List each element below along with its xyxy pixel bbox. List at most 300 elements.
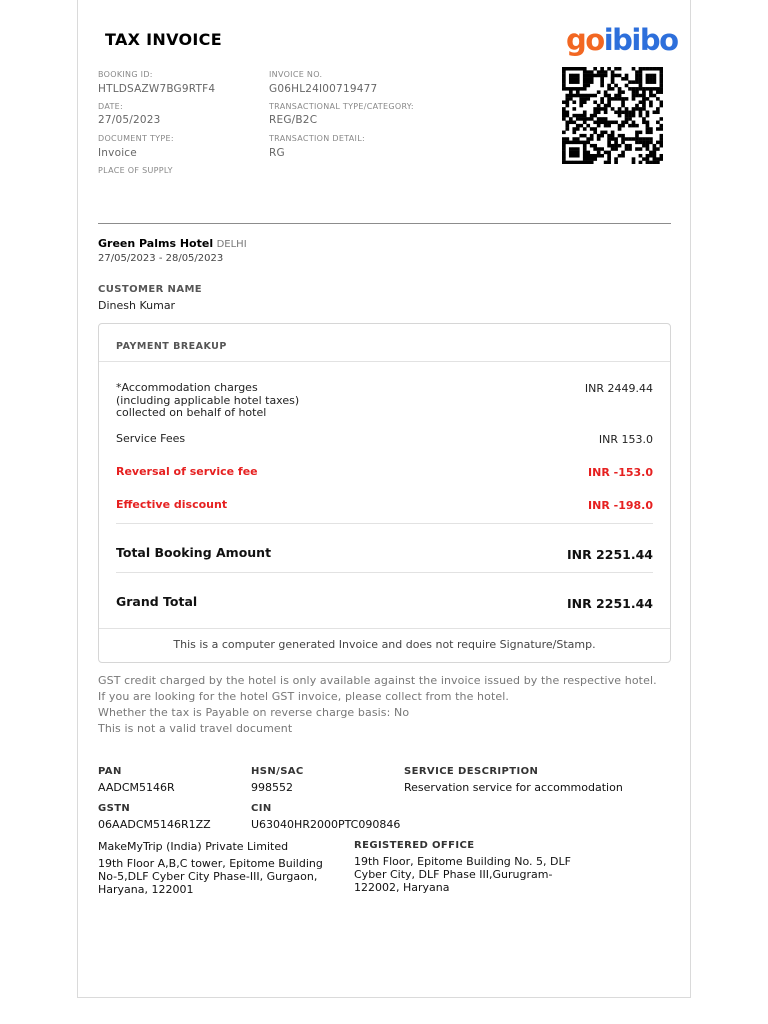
qr-module — [562, 154, 566, 158]
qr-module — [576, 161, 580, 164]
qr-module — [569, 74, 573, 78]
qr-module — [597, 124, 601, 128]
qr-module — [653, 147, 657, 151]
qr-module — [576, 67, 580, 71]
header-divider — [98, 223, 671, 224]
qr-module — [621, 154, 625, 158]
qr-module — [600, 134, 604, 138]
qr-module — [618, 97, 622, 101]
qr-module — [660, 127, 663, 131]
booking-id-value: HTLDSAZW7BG9RTF4 — [98, 83, 216, 95]
qr-module — [646, 154, 650, 158]
qr-module — [649, 94, 653, 98]
qr-module — [579, 97, 583, 101]
qr-module — [639, 137, 643, 141]
qr-module — [625, 110, 629, 114]
qr-module — [639, 80, 643, 84]
qr-module — [597, 104, 601, 108]
qr-module — [618, 154, 622, 158]
qr-module — [649, 137, 653, 141]
qr-module — [614, 97, 618, 101]
qr-module — [607, 154, 611, 158]
qr-module — [656, 157, 660, 161]
qr-module — [660, 104, 663, 108]
qr-module — [579, 67, 583, 71]
payment-breakup-card — [98, 323, 671, 663]
qr-module — [572, 94, 576, 98]
qr-module — [646, 110, 650, 114]
customer-name-label: CUSTOMER NAME — [98, 284, 203, 295]
qr-module — [569, 121, 573, 125]
qr-module — [614, 161, 618, 164]
qr-module — [586, 84, 590, 88]
qr-module — [649, 131, 653, 135]
qr-module — [565, 141, 569, 145]
qr-module — [607, 100, 611, 104]
accommodation-line-1: *Accommodation charges — [116, 381, 258, 394]
qr-module — [597, 90, 601, 94]
qr-module — [607, 87, 611, 91]
gstn-label: GSTN — [98, 803, 131, 814]
qr-module — [586, 80, 590, 84]
qr-module — [562, 161, 566, 164]
qr-module — [635, 107, 639, 111]
qr-module — [646, 161, 650, 164]
qr-module — [625, 97, 629, 101]
qr-module — [600, 84, 604, 88]
qr-module — [565, 104, 569, 108]
qr-module — [607, 161, 611, 164]
qr-module — [562, 84, 566, 88]
qr-module — [569, 94, 573, 98]
qr-module — [572, 151, 576, 155]
qr-module — [600, 117, 604, 121]
qr-module — [642, 90, 646, 94]
qr-module — [569, 90, 573, 94]
registered-office-address: 19th Floor, Epitome Building No. 5, DLF Cyber City, DLF Phase III,Gurugram-122002, Haryana — [354, 855, 571, 894]
qr-module — [618, 74, 622, 78]
qr-module — [569, 87, 573, 91]
divider — [116, 523, 653, 524]
qr-module — [656, 141, 660, 145]
qr-module — [562, 107, 566, 111]
qr-module — [572, 121, 576, 125]
qr-module — [572, 74, 576, 78]
qr-module — [572, 107, 576, 111]
qr-module — [565, 97, 569, 101]
qr-module — [656, 127, 660, 131]
qr-module — [576, 124, 580, 128]
booking-id-label: BOOKING ID: — [98, 70, 153, 79]
qr-module — [597, 134, 601, 138]
qr-module — [607, 67, 611, 71]
qr-module — [590, 161, 594, 164]
qr-module — [590, 134, 594, 138]
qr-module — [653, 94, 657, 98]
qr-module — [614, 74, 618, 78]
qr-module — [611, 70, 615, 74]
qr-module — [590, 154, 594, 158]
qr-module — [646, 97, 650, 101]
qr-module — [583, 127, 587, 131]
company-address: 19th Floor A,B,C tower, Epitome Building No-5,DLF Cyber City Phase-III, Gurgaon, Haryana, 122001 — [98, 857, 323, 896]
qr-module — [600, 67, 604, 71]
qr-module — [653, 87, 657, 91]
qr-module — [625, 77, 629, 81]
qr-module — [632, 110, 636, 114]
qr-module — [632, 80, 636, 84]
qr-module — [583, 97, 587, 101]
qr-module — [572, 141, 576, 145]
qr-module — [604, 124, 608, 128]
qr-module — [660, 157, 663, 161]
stay-dates: 27/05/2023 - 28/05/2023 — [98, 253, 224, 264]
qr-module — [569, 141, 573, 145]
qr-module — [579, 134, 583, 138]
qr-module — [632, 157, 636, 161]
qr-module — [625, 84, 629, 88]
qr-module — [576, 80, 580, 84]
qr-module — [649, 104, 653, 108]
qr-module — [642, 87, 646, 91]
qr-module — [569, 97, 573, 101]
qr-module — [590, 137, 594, 141]
qr-module — [562, 114, 566, 118]
qr-module — [649, 161, 653, 164]
qr-module — [653, 161, 657, 164]
service-fees-label: Service Fees — [116, 432, 186, 445]
qr-module — [646, 77, 650, 81]
qr-code-icon — [562, 67, 663, 164]
qr-module — [660, 134, 663, 138]
qr-module — [590, 80, 594, 84]
qr-module — [625, 117, 629, 121]
qr-module — [635, 70, 639, 74]
qr-module — [611, 131, 615, 135]
qr-module — [576, 127, 580, 131]
qr-module — [635, 94, 639, 98]
qr-module — [562, 157, 566, 161]
pan-value: AADCM5146R — [98, 781, 175, 794]
qr-module — [604, 90, 608, 94]
hotel-name: Green Palms Hotel — [98, 237, 214, 250]
qr-module — [590, 144, 594, 148]
qr-module — [583, 110, 587, 114]
qr-module — [593, 147, 597, 151]
qr-module — [607, 141, 611, 145]
qr-module — [593, 100, 597, 104]
qr-module — [614, 94, 618, 98]
qr-module — [635, 90, 639, 94]
qr-module — [625, 121, 629, 125]
qr-module — [611, 121, 615, 125]
qr-module — [611, 97, 615, 101]
qr-module — [660, 87, 663, 91]
qr-module — [635, 131, 639, 135]
qr-module — [569, 161, 573, 164]
qr-module — [639, 147, 643, 151]
qr-module — [562, 74, 566, 78]
qr-module — [593, 67, 597, 71]
qr-module — [565, 121, 569, 125]
qr-module — [639, 100, 643, 104]
qr-module — [649, 87, 653, 91]
qr-module — [649, 67, 653, 71]
qr-module — [611, 87, 615, 91]
qr-module — [600, 121, 604, 125]
qr-module — [642, 144, 646, 148]
place-of-supply-label: PLACE OF SUPPLY — [98, 166, 173, 175]
qr-module — [621, 137, 625, 141]
qr-module — [639, 114, 643, 118]
gst-note-1: GST credit charged by the hotel is only available against the invoice issued by the respective hotel. — [98, 674, 657, 687]
qr-module — [583, 100, 587, 104]
qr-module — [646, 141, 650, 145]
qr-module — [642, 107, 646, 111]
qr-module — [660, 80, 663, 84]
qr-module — [604, 110, 608, 114]
total-booking-label: Total Booking Amount — [116, 545, 272, 560]
qr-module — [583, 87, 587, 91]
discount-amount: INR -198.0 — [588, 499, 653, 512]
qr-module — [656, 121, 660, 125]
txn-type-label: TRANSACTIONAL TYPE/CATEGORY: — [269, 102, 414, 111]
qr-module — [607, 137, 611, 141]
reversal-fee-label: Reversal of service fee — [116, 465, 258, 478]
company-name: MakeMyTrip (India) Private Limited — [98, 840, 289, 853]
qr-module — [579, 87, 583, 91]
cin-value: U63040HR2000PTC090846 — [251, 818, 401, 831]
qr-module — [565, 127, 569, 131]
qr-module — [635, 124, 639, 128]
qr-module — [656, 110, 660, 114]
qr-module — [576, 114, 580, 118]
qr-module — [646, 144, 650, 148]
qr-module — [607, 124, 611, 128]
qr-module — [649, 151, 653, 155]
qr-module — [656, 87, 660, 91]
gst-note-3: Whether the tax is Payable on reverse charge basis: No — [98, 706, 410, 719]
qr-module — [579, 124, 583, 128]
qr-module — [586, 154, 590, 158]
qr-module — [583, 117, 587, 121]
qr-module — [586, 141, 590, 145]
qr-module — [583, 67, 587, 71]
qr-module — [660, 74, 663, 78]
qr-module — [579, 94, 583, 98]
qr-module — [653, 77, 657, 81]
qr-module — [639, 74, 643, 78]
qr-module — [653, 144, 657, 148]
qr-module — [635, 74, 639, 78]
qr-module — [639, 161, 643, 164]
qr-module — [586, 94, 590, 98]
payment-breakup-heading: PAYMENT BREAKUP — [116, 341, 227, 352]
qr-module — [618, 87, 622, 91]
qr-module — [649, 90, 653, 94]
qr-module — [593, 127, 597, 131]
qr-module — [576, 94, 580, 98]
qr-module — [653, 154, 657, 158]
qr-module — [639, 131, 643, 135]
reversal-fee-amount: INR -153.0 — [588, 466, 653, 479]
qr-module — [590, 77, 594, 81]
qr-module — [593, 121, 597, 125]
qr-module — [562, 110, 566, 114]
qr-module — [572, 154, 576, 158]
qr-module — [604, 104, 608, 108]
qr-module — [597, 70, 601, 74]
qr-module — [586, 161, 590, 164]
qr-module — [618, 110, 622, 114]
qr-module — [562, 137, 566, 141]
qr-module — [649, 74, 653, 78]
qr-module — [625, 74, 629, 78]
qr-module — [604, 121, 608, 125]
qr-module — [628, 137, 632, 141]
qr-module — [628, 144, 632, 148]
qr-module — [590, 117, 594, 121]
qr-module — [586, 70, 590, 74]
qr-module — [562, 144, 566, 148]
qr-module — [632, 137, 636, 141]
qr-module — [565, 94, 569, 98]
qr-module — [660, 77, 663, 81]
qr-module — [614, 110, 618, 114]
accommodation-label — [116, 382, 299, 420]
qr-module — [632, 67, 636, 71]
qr-module — [628, 110, 632, 114]
qr-module — [625, 107, 629, 111]
qr-module — [586, 74, 590, 78]
qr-module — [607, 134, 611, 138]
qr-module — [593, 157, 597, 161]
qr-module — [586, 97, 590, 101]
qr-module — [562, 67, 566, 71]
qr-module — [618, 144, 622, 148]
qr-module — [642, 137, 646, 141]
qr-module — [632, 161, 636, 164]
hsn-value: 998552 — [251, 781, 293, 794]
qr-module — [646, 137, 650, 141]
qr-module — [572, 161, 576, 164]
qr-module — [593, 94, 597, 98]
qr-module — [618, 134, 622, 138]
qr-module — [625, 147, 629, 151]
qr-module — [562, 151, 566, 155]
qr-module — [621, 134, 625, 138]
qr-module — [597, 137, 601, 141]
date-label: DATE: — [98, 102, 124, 111]
hsn-label: HSN/SAC — [251, 766, 304, 777]
qr-module — [607, 144, 611, 148]
qr-module — [607, 151, 611, 155]
invoice-sheet — [77, 0, 691, 998]
qr-module — [590, 70, 594, 74]
qr-module — [600, 100, 604, 104]
qr-module — [607, 97, 611, 101]
qr-module — [635, 77, 639, 81]
qr-module — [660, 67, 663, 71]
invoice-no-label: INVOICE NO. — [269, 70, 323, 79]
qr-module — [576, 147, 580, 151]
qr-module — [583, 70, 587, 74]
qr-module — [635, 137, 639, 141]
qr-module — [600, 131, 604, 135]
qr-module — [614, 157, 618, 161]
qr-module — [618, 94, 622, 98]
qr-module — [635, 141, 639, 145]
computer-generated-note: This is a computer generated Invoice and does not require Signature/Stamp. — [173, 638, 596, 651]
qr-module — [565, 161, 569, 164]
qr-module — [569, 80, 573, 84]
qr-module — [614, 67, 618, 71]
qr-module — [646, 131, 650, 135]
qr-module — [621, 124, 625, 128]
qr-module — [646, 124, 650, 128]
qr-module — [656, 67, 660, 71]
qr-module — [562, 141, 566, 145]
qr-module — [597, 107, 601, 111]
goibibo-logo: goibibo — [566, 23, 678, 57]
qr-module — [586, 124, 590, 128]
qr-module — [632, 90, 636, 94]
qr-module — [642, 94, 646, 98]
qr-module — [639, 141, 643, 145]
qr-module — [621, 97, 625, 101]
qr-module — [660, 144, 663, 148]
qr-module — [642, 104, 646, 108]
qr-module — [625, 114, 629, 118]
qr-module — [639, 154, 643, 158]
qr-module — [607, 94, 611, 98]
qr-module — [632, 94, 636, 98]
discount-label: Effective discount — [116, 498, 228, 511]
qr-module — [628, 117, 632, 121]
gst-note-4: This is not a valid travel document — [98, 722, 293, 735]
service-description-label: SERVICE DESCRIPTION — [404, 766, 539, 777]
qr-module — [576, 87, 580, 91]
qr-module — [646, 114, 650, 118]
qr-module — [572, 131, 576, 135]
qr-module — [604, 70, 608, 74]
qr-module — [614, 137, 618, 141]
qr-module — [583, 151, 587, 155]
qr-module — [600, 70, 604, 74]
qr-module — [562, 77, 566, 81]
qr-module — [639, 77, 643, 81]
qr-module — [562, 70, 566, 74]
qr-module — [583, 157, 587, 161]
qr-module — [621, 100, 625, 104]
qr-module — [583, 94, 587, 98]
qr-module — [583, 134, 587, 138]
qr-module — [593, 144, 597, 148]
qr-module — [660, 124, 663, 128]
qr-module — [614, 144, 618, 148]
qr-module — [660, 70, 663, 74]
qr-module — [639, 84, 643, 88]
qr-module — [618, 127, 622, 131]
qr-module — [590, 127, 594, 131]
qr-module — [618, 90, 622, 94]
qr-module — [660, 90, 663, 94]
qr-module — [632, 87, 636, 91]
qr-module — [632, 114, 636, 118]
date-value: 27/05/2023 — [98, 114, 161, 126]
qr-module — [646, 127, 650, 131]
qr-module — [590, 114, 594, 118]
